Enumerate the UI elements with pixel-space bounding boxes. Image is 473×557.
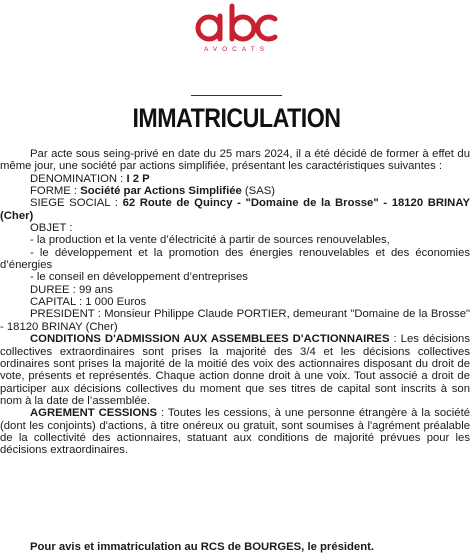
capital-line: CAPITAL : 1 000 Euros [30,296,147,309]
objet-label: OBJET : [30,222,73,235]
conditions-text: : Les décisions collectives extraordinaires sont prises la majorité des 3/4 et les décisions collectives ordinaires sont prises la majorité de la moitié des voix des actionnaires disposant du droit de vote, présents et représentés. Chaque action donne droit à une voix. Tout associé a droit de participer aux décisions collectives du moment que ses titres de capital sont inscrits à son nom à la date de l’assemblée. [0,333,470,407]
agrement-paragraph [0,407,473,456]
denomination-value: I 2 P [126,172,150,185]
page-title: IMMATRICULATION [132,103,341,133]
conditions-paragraph [0,333,473,407]
notice-body [0,148,473,457]
closing-statement: Pour avis et immatriculation au RCS de BOURGES, le président. [30,541,375,553]
denomination-label: DENOMINATION : [30,172,127,185]
president-line: PRESIDENT : Monsieur Philippe Claude PORTIER, demeurant "Domaine de la Brosse" - 18120 BRINAY (Cher) [0,308,470,333]
duree-line: DUREE : 99 ans [30,283,113,296]
forme-value: Société par Actions Simplifiée [80,185,242,198]
denomination-line [0,173,473,185]
logo [0,0,473,62]
siege-label: SIEGE SOCIAL : [30,197,123,210]
agrement-label: AGREMENT CESSIONS [30,407,158,420]
objet-item: - le développement et la promotion des énergies renouvelables et des économies d’énergies [0,246,470,272]
siege-value: 62 Route de Quincy - "Domaine de la Brosse" - 18120 BRINAY (Cher) [0,197,470,222]
forme-label: FORME : [30,185,81,198]
forme-line [0,185,473,197]
siege-line [0,197,473,222]
abc-logo-mark [191,2,282,46]
intro-paragraph: Par acte sous seing-privé en date du 25 mars 2024, il a été décidé de former à effet du même jour, une société par actions simplifiée, présentant les caractéristiques suivantes : [0,148,470,173]
objet-item: - le conseil en développement d’entreprises [30,271,248,284]
forme-suffix: (SAS) [241,185,276,198]
objet-item: - la production et la vente d’électricité à partir de sources renouvelables, [30,234,390,247]
agrement-text: : Toutes les cessions, à une personne étrangère à la société (dont les conjoints) d'actions, à titre onéreux ou gratuit, sont soumises à l'agrément préalable de la collectivité des actionnaires, statuant aux conditions de majorité prévues pour les décisions extraordinaires. [0,407,470,457]
title-rule [191,95,282,96]
logo-subtitle: AVOCATS [203,46,270,53]
conditions-label: CONDITIONS D'ADMISSION AUX ASSEMBLEES D'ACTIONNAIRES [30,333,390,346]
